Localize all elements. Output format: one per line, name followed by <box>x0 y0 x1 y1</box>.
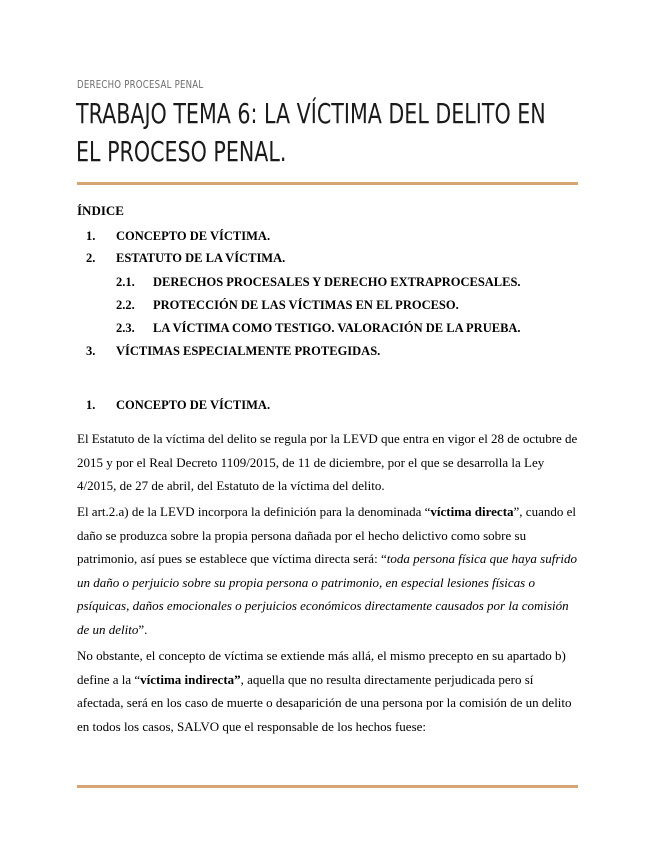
document-title: TRABAJO TEMA 6: LA VÍCTIMA DEL DELITO EN EL PROCESO PENAL. <box>76 98 546 168</box>
toc-label: LA VÍCTIMA COMO TESTIGO. VALORACIÓN DE LA PRUEBA. <box>153 321 521 335</box>
toc-number: 2.1. <box>116 275 135 289</box>
body-paragraph <box>77 500 579 641</box>
toc-number: 2. <box>86 251 96 265</box>
italic-quote: toda persona física que haya sufrido un daño o perjuicio sobre su propia persona o patrimonio, en especial lesiones físicas o psíquicas, daños emocionales o perjuicios económicos directamente causados por la comisión de un delito <box>77 551 578 637</box>
toc-label: PROTECCIÓN DE LAS VÍCTIMAS EN EL PROCESO. <box>153 298 459 312</box>
text-run: No obstante, el concepto de víctima se extiende más allá, el mismo precepto en su apartado b) define a la “ <box>77 648 566 687</box>
footer-divider <box>77 785 578 788</box>
toc-label: CONCEPTO DE VÍCTIMA. <box>116 229 271 243</box>
body-paragraph: El Estatuto de la víctima del delito se regula por la LEVD que entra en vigor el 28 de octubre de 2015 y por el Real Decreto 1109/2015, de 11 de diciembre, por el que se desarrolla la Ley 4/2015, de 27 de abril, del Estatuto de la víctima del delito. <box>77 431 578 493</box>
bold-term: víctima directa <box>430 504 514 519</box>
subject-label: DERECHO PROCESAL PENAL <box>77 78 204 91</box>
toc-number: 2.3. <box>116 321 135 335</box>
title-divider <box>77 182 578 185</box>
text-run: ”. <box>138 621 148 637</box>
toc-number: 3. <box>86 344 96 358</box>
section-title: CONCEPTO DE VÍCTIMA. <box>116 398 271 412</box>
section-heading <box>86 398 271 413</box>
toc-label: ESTATUTO DE LA VÍCTIMA. <box>116 251 286 265</box>
bold-term: víctima indirecta” <box>140 671 241 687</box>
text-run: ”, cuando el daño se produzca sobre la propia persona dañada por el hecho delictivo como sobre su patrimonio, así pues se establece que víctima directa será: “ <box>77 504 576 566</box>
toc-label: VÍCTIMAS ESPECIALMENTE PROTEGIDAS. <box>116 344 381 358</box>
body-paragraph <box>77 644 579 738</box>
toc-label: DERECHOS PROCESALES Y DERECHO EXTRAPROCESALES. <box>153 275 521 289</box>
toc-number: 2.2. <box>116 298 135 312</box>
section-number: 1. <box>86 398 96 412</box>
text-run: , aquella que no resulta directamente perjudicada pero sí afectada, será en los caso de muerte o desaparición de una persona por la comisión de un delito en todos los casos, SALVO que el responsable de los hechos fuese: <box>77 671 572 734</box>
index-heading: ÍNDICE <box>77 203 124 218</box>
toc-number: 1. <box>86 229 96 243</box>
text-run: El art.2.a) de la LEVD incorpora la definición para la denominada “ <box>77 504 431 519</box>
